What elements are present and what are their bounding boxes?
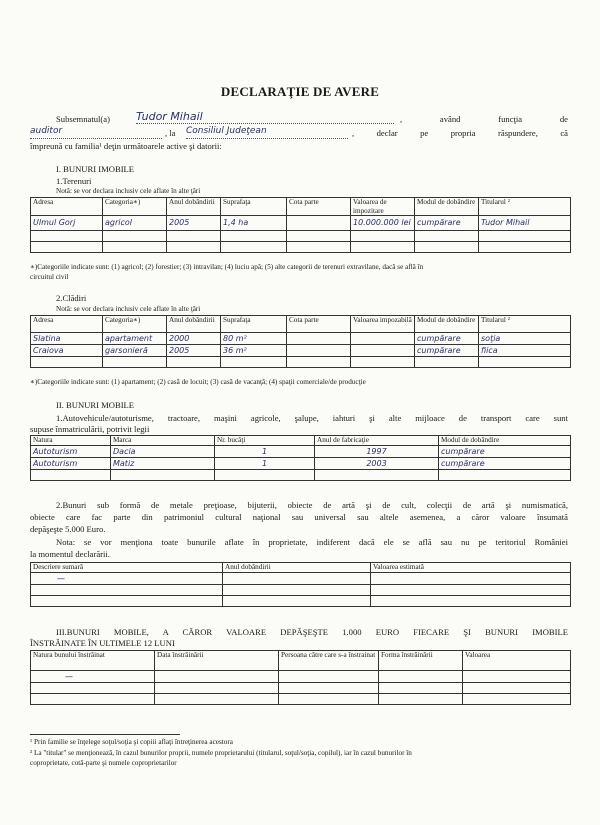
- cell-empty[interactable]: [223, 573, 371, 585]
- cell-empty[interactable]: [279, 671, 379, 683]
- table-row: [31, 216, 571, 231]
- cell-empty[interactable]: [155, 683, 279, 694]
- col-suprafata: Suprafaţa: [221, 198, 287, 216]
- cell-modul[interactable]: cumpărare: [415, 216, 479, 231]
- cell-empty[interactable]: [31, 683, 155, 694]
- cell-empty[interactable]: [221, 242, 287, 253]
- col-forma: Forma înstrăinării: [379, 651, 463, 671]
- footnote-2: ² La "titular" se menţionează, în cazul bunurilor proprii, numele proprietarului (titularul, soţul/soţia, copilul), iar în cazul bunurilor în: [30, 749, 412, 757]
- cell-titularul[interactable]: Tudor Mihail: [479, 216, 571, 231]
- bunuri-pretioase-line1: 2.Bunuri sub formă de metale preţioase, bijuterii, obiecte de artă şi de cult, colecţii de artă şi numismatică,: [56, 500, 568, 510]
- cell-empty[interactable]: [371, 596, 571, 607]
- cell-empty[interactable]: [221, 231, 287, 242]
- table-row: [31, 573, 571, 585]
- table-row: [31, 683, 571, 694]
- cladiri-footnote: ∗)Categoriile indicate sunt: (1) apartament; (2) casă de locuit; (3) casă de vacanţă; (4) spaţii comerciale/de producţie: [30, 378, 366, 386]
- cell-empty[interactable]: [351, 242, 415, 253]
- cell-empty[interactable]: [31, 694, 155, 705]
- instrainate-header-row: [31, 651, 571, 671]
- bunuri-pretioase-line2: obiecte care fac parte din patrimoniul cultural naţional sau universal sau altele asemenea, a căror valoare însumată: [30, 512, 568, 522]
- institutia-field[interactable]: Consiliul Judeţean: [186, 126, 348, 139]
- col-categoria: Categoria∗): [103, 316, 167, 333]
- cladiri-note: Notă: se vor declara inclusiv cele aflate în alte ţări: [56, 305, 201, 313]
- cell-empty[interactable]: [167, 357, 221, 368]
- cell-nr-bucati[interactable]: 1: [215, 458, 315, 470]
- cell-empty[interactable]: [279, 683, 379, 694]
- cell-empty[interactable]: [479, 242, 571, 253]
- cell-nr-bucati[interactable]: 1: [215, 446, 315, 458]
- col-anul-fabricatie: Anul de fabricaţie: [315, 436, 439, 446]
- cell-empty[interactable]: [379, 671, 463, 683]
- col-suprafata: Suprafaţa: [221, 316, 287, 333]
- cell-empty[interactable]: [279, 694, 379, 705]
- cell-empty[interactable]: [31, 585, 223, 596]
- auto-text-line1: 1.Autovehicule/autoturisme, tractoare, maşini agricole, şalupe, iahturi şi alte mijloace de transport care sunt: [56, 413, 568, 423]
- col-valoarea: Valoarea impozabilă: [351, 316, 415, 333]
- cell-natura[interactable]: Autoturism: [31, 446, 111, 458]
- cladiri-header-row: [31, 316, 571, 333]
- bunuri-pretioase-line3: depăşeşte 5.000 Euro.: [30, 524, 106, 534]
- cell-empty[interactable]: [287, 242, 351, 253]
- cell-categoria[interactable]: agricol: [103, 216, 167, 231]
- cell-modul[interactable]: cumpărare: [439, 446, 571, 458]
- col-titularul: Titularul ²: [479, 198, 571, 216]
- declar-text: , declar pe propria răspundere, că: [352, 128, 568, 138]
- col-anul: Anul dobândirii: [167, 198, 221, 216]
- functia-field[interactable]: auditor: [30, 126, 162, 139]
- cell-empty[interactable]: [31, 242, 103, 253]
- auto-text-line2: supuse înmatriculării, potrivit legii: [30, 424, 150, 434]
- col-modul: Modul de dobândire: [415, 316, 479, 333]
- cell-suprafata[interactable]: 1,4 ha: [221, 216, 287, 231]
- cell-empty[interactable]: [111, 470, 215, 481]
- col-nr-bucati: Nr. bucăţi: [215, 436, 315, 446]
- cell-marca[interactable]: Dacia: [111, 446, 215, 458]
- bunuri-nota-line2: la momentul declarării.: [30, 549, 110, 559]
- col-anul: Anul dobândirii: [167, 316, 221, 333]
- bunuri-header-row: [31, 563, 571, 573]
- table-row: [31, 671, 571, 683]
- footnote-separator: [30, 734, 180, 735]
- table-row: [31, 242, 571, 253]
- cell-empty[interactable]: [415, 242, 479, 253]
- cell-empty[interactable]: [221, 357, 287, 368]
- table-row: [31, 470, 571, 481]
- terenuri-footnote-cont: circuitul civil: [30, 273, 69, 281]
- cell-suprafata[interactable]: 80 m²: [221, 333, 287, 345]
- cell-categoria[interactable]: apartament: [103, 333, 167, 345]
- cell-empty[interactable]: [31, 357, 103, 368]
- col-cota: Cota parte: [287, 198, 351, 216]
- instrainate-table: [30, 650, 571, 705]
- cell-empty[interactable]: [463, 694, 571, 705]
- cell-anul-fabricatie[interactable]: 2003: [315, 458, 439, 470]
- section-3-heading: III.BUNURI MOBILE, A CĂROR VALOARE DEPĂŞEŞTE 1.000 EURO FIECARE ŞI BUNURI IMOBILE: [56, 627, 568, 637]
- footnote-1: ¹ Prin familie se înţelege soţul/soţia şi copiii aflaţi întreţinerea acestora: [30, 738, 233, 746]
- cell-modul[interactable]: cumpărare: [415, 345, 479, 357]
- cell-empty[interactable]: [155, 671, 279, 683]
- cell-anul[interactable]: 2005: [167, 345, 221, 357]
- col-adresa: Adresa: [31, 198, 103, 216]
- cell-adresa[interactable]: Craiova: [31, 345, 103, 357]
- col-descriere: Descriere sumară: [31, 563, 223, 573]
- cell-anul[interactable]: 2005: [167, 216, 221, 231]
- table-row: [31, 585, 571, 596]
- cell-valoarea[interactable]: 10.000.000 lei: [351, 216, 415, 231]
- cell-empty[interactable]: [351, 231, 415, 242]
- col-natura: Natura: [31, 436, 111, 446]
- cell-anul[interactable]: 2000: [167, 333, 221, 345]
- document-title: DECLARAŢIE DE AVERE: [220, 84, 380, 99]
- cell-modul[interactable]: cumpărare: [439, 458, 571, 470]
- subsemnatul-label: Subsemnatul(a): [56, 114, 110, 124]
- col-valoarea: Valoarea: [463, 651, 571, 671]
- table-row: [31, 458, 571, 470]
- bunuri-nota-line1: Nota: se vor menţiona toate bunurile aflate în proprietate, indiferent dacă ele se află sau nu pe teritoriul României: [56, 537, 568, 547]
- cladiri-table: [30, 315, 571, 368]
- dash-mark[interactable]: —: [31, 573, 223, 585]
- autovehicule-table: [30, 435, 571, 481]
- cell-empty[interactable]: [439, 470, 571, 481]
- col-categoria: Categoria∗): [103, 198, 167, 216]
- col-modul: Modul de dobândire: [439, 436, 571, 446]
- table-row: [31, 333, 571, 345]
- cell-empty[interactable]: [315, 470, 439, 481]
- cell-empty[interactable]: [103, 242, 167, 253]
- col-modul: Modul de dobândire: [415, 198, 479, 216]
- bunuri-pretioase-table: [30, 562, 571, 607]
- cell-empty[interactable]: [223, 585, 371, 596]
- cell-empty[interactable]: [223, 596, 371, 607]
- cell-modul[interactable]: cumpărare: [415, 333, 479, 345]
- dash-mark[interactable]: —: [31, 671, 155, 683]
- section-3-heading-cont: ÎNSTRĂINATE ÎN ULTIMELE 12 LUNI: [30, 638, 175, 648]
- avand-functia-label: , având funcţia de: [400, 114, 568, 124]
- terenuri-header-row: [31, 198, 571, 216]
- footnote-2-cont: coproprietate, cotă-parte şi numele coproprietarilor: [30, 759, 177, 767]
- col-anul-dobandirii: Anul dobândirii: [223, 563, 371, 573]
- cell-titularul[interactable]: soţia: [479, 333, 571, 345]
- table-row: [31, 345, 571, 357]
- cell-empty[interactable]: [371, 585, 571, 596]
- cell-empty[interactable]: [371, 573, 571, 585]
- cell-valoarea[interactable]: [351, 345, 415, 357]
- table-row: [31, 357, 571, 368]
- col-persoana: Persoana către care s-a înstrainat: [279, 651, 379, 671]
- table-row: [31, 694, 571, 705]
- cell-valoarea[interactable]: [351, 333, 415, 345]
- la-label: , la: [165, 128, 176, 138]
- col-marca: Marca: [111, 436, 215, 446]
- table-row: [31, 446, 571, 458]
- col-valoarea: Valoarea de impozitare: [351, 198, 415, 216]
- cell-anul-fabricatie[interactable]: 1997: [315, 446, 439, 458]
- cell-empty[interactable]: [287, 231, 351, 242]
- table-row: [31, 231, 571, 242]
- cell-empty[interactable]: [379, 683, 463, 694]
- cell-empty[interactable]: [103, 357, 167, 368]
- terenuri-footnote: ∗)Categoriile indicate sunt: (1) agricol; (2) forestier; (3) intravilan; (4) luciu apă; (5) alte categorii de terenuri extravilane, dacă se află în: [30, 263, 424, 271]
- col-cota: Cota parte: [287, 316, 351, 333]
- intro-line-familia: împreună cu familia¹ deţin următoarele active şi datorii:: [30, 141, 222, 151]
- terenuri-note: Notă: se vor declara inclusiv cele aflate în alte ţări: [56, 187, 201, 195]
- cell-titularul[interactable]: fiica: [479, 345, 571, 357]
- cell-empty[interactable]: [215, 470, 315, 481]
- col-adresa: Adresa: [31, 316, 103, 333]
- auto-header-row: [31, 436, 571, 446]
- table-row: [31, 596, 571, 607]
- section-1-heading: I. BUNURI IMOBILE: [56, 164, 135, 174]
- cell-empty[interactable]: [415, 231, 479, 242]
- cell-empty[interactable]: [479, 231, 571, 242]
- cell-empty[interactable]: [351, 357, 415, 368]
- cell-natura[interactable]: Autoturism: [31, 458, 111, 470]
- section-2-heading: II. BUNURI MOBILE: [56, 400, 135, 410]
- col-valoarea-estimata: Valoarea estimată: [371, 563, 571, 573]
- terenuri-table: [30, 197, 571, 253]
- cell-empty[interactable]: [155, 694, 279, 705]
- cell-adresa[interactable]: Slatina: [31, 333, 103, 345]
- cell-empty[interactable]: [479, 357, 571, 368]
- cell-empty[interactable]: [31, 470, 111, 481]
- cell-empty[interactable]: [31, 596, 223, 607]
- cell-empty[interactable]: [103, 231, 167, 242]
- cell-suprafata[interactable]: 36 m²: [221, 345, 287, 357]
- cell-empty[interactable]: [31, 231, 103, 242]
- cell-cota[interactable]: [287, 333, 351, 345]
- terenuri-heading: 1.Terenuri: [56, 176, 92, 186]
- col-titularul: Titularul ²: [479, 316, 571, 333]
- cell-marca[interactable]: Matiz: [111, 458, 215, 470]
- cell-empty[interactable]: [379, 694, 463, 705]
- declarant-name-field[interactable]: Tudor Mihail: [136, 110, 394, 124]
- cell-empty[interactable]: [463, 683, 571, 694]
- cell-categoria[interactable]: garsonieră: [103, 345, 167, 357]
- cell-cota[interactable]: [287, 345, 351, 357]
- cell-empty[interactable]: [167, 242, 221, 253]
- cell-adresa[interactable]: Ulmul Gorj: [31, 216, 103, 231]
- cell-empty[interactable]: [415, 357, 479, 368]
- cell-empty[interactable]: [287, 357, 351, 368]
- cell-cota[interactable]: [287, 216, 351, 231]
- cladiri-heading: 2.Clădiri: [56, 293, 87, 303]
- cell-empty[interactable]: [167, 231, 221, 242]
- cell-empty[interactable]: [463, 671, 571, 683]
- col-data-instrainarii: Data înstrăinării: [155, 651, 279, 671]
- col-natura-bunului: Natura bunului înstrăinat: [31, 651, 155, 671]
